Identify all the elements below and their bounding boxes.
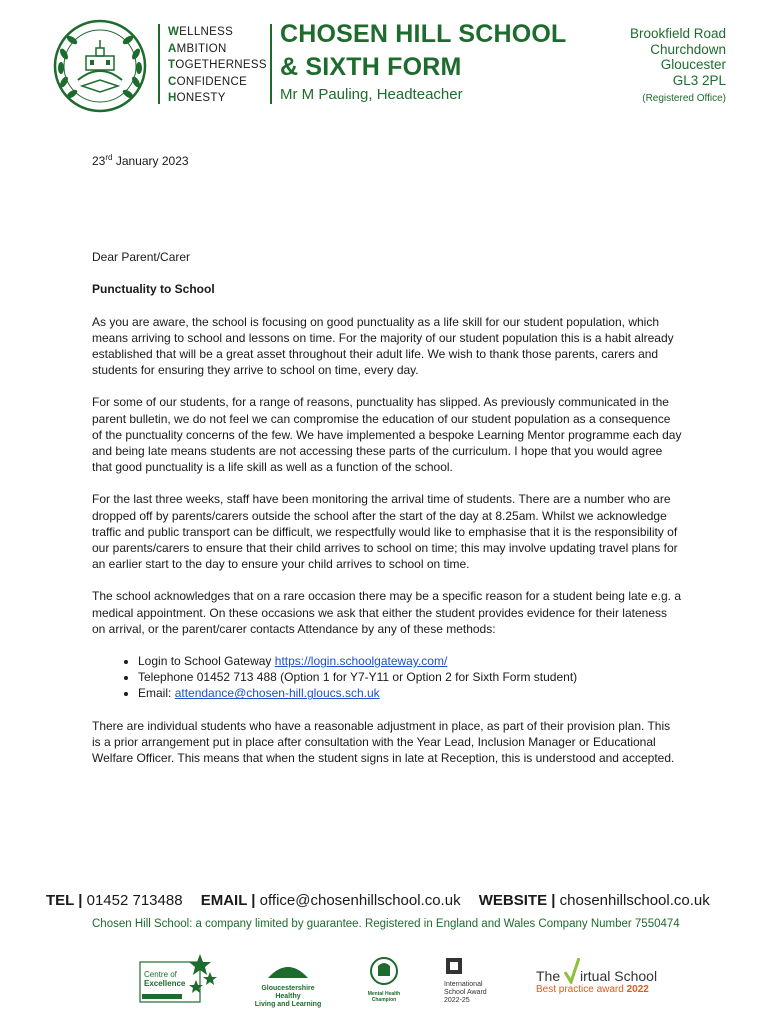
letter-date: 23rd January 2023 [92,153,189,168]
list-item: • Telephone 01452 713 488 (Option 1 for Y7-Y11 or Option 2 for Sixth Form student) [138,669,682,685]
value-honesty: HONESTY [168,92,226,104]
mental-health-champion-logo: Mental Health Champion [362,956,406,1006]
value-ambition: AMBITION [168,42,227,55]
value-confidence: CONFIDENCE [168,75,248,88]
headteacher-name: Mr M Pauling, Headteacher [280,86,463,103]
company-registration: Chosen Hill School: a company limited by guarantee. Registered in England and Wales Company Number 7550474 [92,918,680,930]
school-address: Brookfield Road Churchdown Gloucester GL3 2PL (Registered Office) [630,26,726,107]
paragraph-4: The school acknowledges that on a rare occasion there may be a specific reason for a student being late e.g. a medical appointment. On these occasions we ask that either the student provides evidence for their lateness on arrival, or the parent/carer contacts Attendance by any of these methods: [92,589,682,636]
salutation: Dear Parent/Carer [92,250,191,265]
footer-contact-line: TEL | 01452 713488 EMAIL | office@chosenhillschool.co.uk WEBSITE | chosenhillschool.co.uk [46,892,710,909]
attendance-email-link[interactable]: attendance@chosen-hill.gloucs.sch.uk [174,686,380,701]
virtual-school-award-logo: The irtual School Best practice award 2022 [536,958,686,1008]
letter-body [92,150,682,766]
paragraph-3: For the last three weeks, staff have been monitoring the arrival time of students. There are a number who are dropped off by parents/carers outside the school after the start of the day at 8.25am. Whilst we acknowledge traffic and public transport can be difficult, we respectfully would like to emphasise that it is the responsibility of our parents/carers to ensure that their child arrives to school on time; this may involve updating travel plans for an earlier start to the day to ensure your child arrives to school on time. [92,492,678,572]
people-icon [248,956,328,980]
letter-subject: Punctuality to School [92,282,215,297]
contact-methods-list [92,653,682,702]
award-icon [444,956,464,976]
paragraph-1: As you are aware, the school is focusing on good punctuality as a life skill for our student population, which means arriving to school and lessons on time. For the majority of our student population this is a habit already established that will be a great asset throughout their adult life. We wish to thank those parents, carers and students for ensuring they arrive to school on time, every day. [92,314,674,378]
list-item: • Email: attendance@chosen-hill.gloucs.sch.uk [138,685,682,701]
paragraph-5: There are individual students who have a reasonable adjustment in place, as part of their provision plan. This is a prior arrangement put in place after consultation with the Year Lead, Inclusion Manager or Educational Welfare Officer. This means that when the student signs in late at Reception, this is understood and accepted. [92,718,675,766]
registered-office-label: (Registered Office) [642,93,726,104]
school-gateway-link[interactable]: https://login.schoolgateway.com/ [274,654,448,669]
school-values-list [168,24,267,107]
paragraph-2: For some of our students, for a range of reasons, punctuality has slipped. As previously communicated in the parent bulletin, we do not feel we can compromise the education of our student population as a consequence of the punctuality concerns of the few. We have implemented a bespoke Learning Mentor programme each day and being late means students are not accessing these parts of the curriculum. I hope that you would agree that good punctuality is a life skill as well as a function of the school. [92,395,682,475]
header-divider-right [270,24,272,104]
checkmark-icon [564,958,580,984]
list-item: • Login to School Gateway https://login.schoolgateway.com/ [138,653,682,669]
value-togetherness: TOGETHERNESS [168,59,267,71]
school-name: CHOSEN HILL SCHOOL & SIXTH FORM [280,20,567,81]
value-wellness: WELLNESS [168,26,234,38]
school-crest-logo [52,18,148,114]
centre-of-excellence-logo: Centre of Excellence [138,952,218,1006]
international-school-award-logo: International School Award 2022-25 [444,956,500,1006]
healthy-living-logo: Gloucestershire Healthy Living and Learning [248,956,328,1006]
header-divider-left [158,24,160,104]
head-icon [362,956,406,986]
